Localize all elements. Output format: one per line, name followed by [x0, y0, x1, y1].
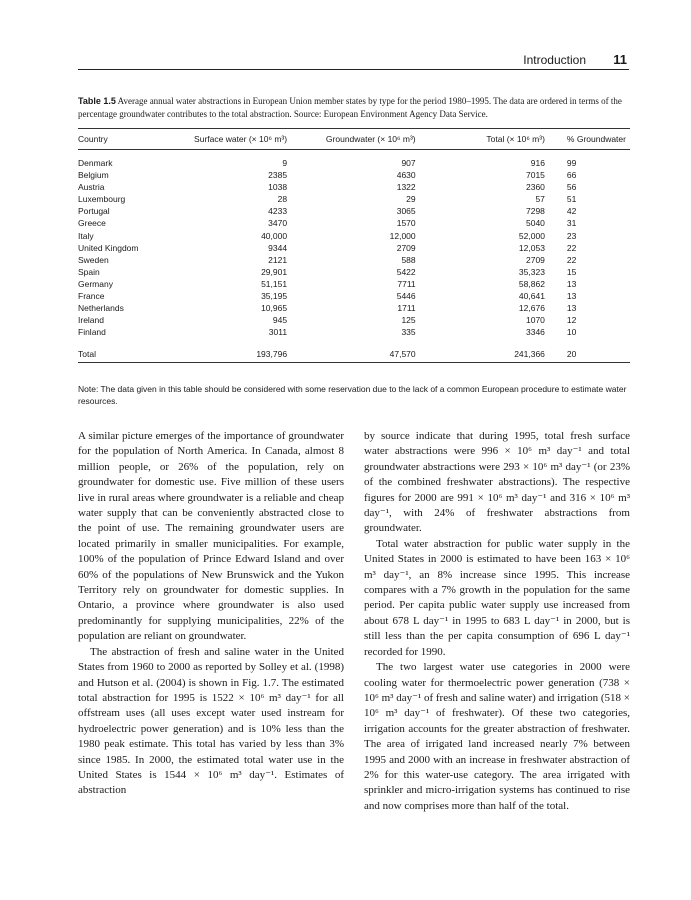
table-row — [78, 193, 630, 205]
cell-surface: 3470 — [268, 218, 288, 229]
cell-total: 2360 — [526, 182, 545, 193]
cell-total: 7015 — [526, 170, 545, 181]
cell-surface: 40,000 — [261, 230, 288, 241]
cell-country: Italy — [78, 230, 94, 241]
cell-pct: 51 — [566, 194, 577, 205]
cell-country: France — [78, 291, 105, 302]
cell-country: Denmark — [78, 158, 113, 168]
paragraph: The abstraction of fresh and saline water in the United States from 1960 to 2000 as reported by Solley et al. (1998) and Hutson et al. (2004) is shown in Fig. 1.7. The estimated total abstraction for 1995 is 1522 × 10⁶ m³ day⁻¹ for all offstream uses (all uses except water used instream for hydroelectric power generation) and is 10% less than the 1980 peak estimate. This total has varied by less than 3% since 1985. In 2000, the estimated total water use in the United States is 1544 × 10⁶ m³ day⁻¹. Estimates of abstraction — [78, 645, 344, 797]
cell-pct: 20 — [545, 345, 630, 363]
cell-ground: 1570 — [396, 218, 416, 229]
cell-pct: 13 — [566, 278, 577, 289]
cell-total: 57 — [535, 194, 545, 205]
cell-country: Germany — [78, 278, 113, 289]
cell-total: 12,053 — [518, 242, 545, 253]
cell-total: 241,366 — [416, 345, 545, 363]
cell-surface: 28 — [277, 194, 288, 205]
paragraph: The two largest water use categories in 2000 were cooling water for thermoelectric power generation (738 × 10⁶ m³ day⁻¹ of fresh and saline water) and irrigation (518 × 10⁶ m³ day⁻¹ of freshwater). Of these two categories, irrigation accounts for the greater abstraction of freshwater. The area of irrigated land increased nearly 7% between 1995 and 2000 with an increase in freshwater abstraction of 2% for this water-use category. The area irrigated with sprinkler and micro-irrigation systems has continued to rise and now comprises more than half of the total. — [364, 661, 630, 812]
cell-country: Total — [78, 345, 165, 363]
cell-total: 1070 — [526, 315, 545, 326]
cell-country: Belgium — [78, 170, 109, 181]
cell-country: Austria — [78, 182, 105, 193]
table-caption-text: Average annual water abstractions in European Union member states by type for the period 1980–1995. The data are ordered in terms of the percentage groundwater contributes to the total abstraction. Source: European Environment Agency Data Service. — [78, 96, 622, 119]
page-number: 11 — [613, 52, 627, 67]
cell-total: 5040 — [526, 218, 545, 229]
paragraph: by source indicate that during 1995, total fresh surface water abstractions were 996 × 10⁶ m³ day⁻¹ and total groundwater abstractions were 293 × 10⁶ m³ day⁻¹ (or 23% of the combined freshwater abstractions). The respective figures for 2000 are 991 × 10⁶ m³ day⁻¹ and 316 × 10⁶ m³ day⁻¹, with 24% of freshwater abstractions from groundwater. — [364, 430, 630, 535]
table-row — [78, 278, 630, 290]
cell-total: 35,323 — [518, 266, 545, 277]
table-total-row — [78, 345, 630, 363]
cell-ground: 7711 — [397, 278, 416, 289]
body-column-right — [364, 429, 630, 814]
cell-ground: 3065 — [396, 206, 416, 217]
cell-ground: 1322 — [396, 182, 416, 193]
cell-surface: 29,901 — [261, 266, 288, 277]
cell-country: Greece — [78, 218, 106, 229]
table-row — [78, 242, 630, 254]
cell-pct: 22 — [566, 254, 577, 265]
cell-ground: 29 — [406, 194, 416, 205]
table-caption — [78, 95, 630, 120]
cell-surface: 9344 — [268, 242, 288, 253]
cell-ground: 4630 — [396, 170, 416, 181]
table-row — [78, 266, 630, 278]
col-header-groundwater: Groundwater (× 10⁶ m³) — [287, 129, 416, 150]
table-row — [78, 314, 630, 326]
cell-country: Finland — [78, 327, 106, 338]
cell-pct: 13 — [566, 291, 577, 302]
cell-pct: 22 — [566, 242, 577, 253]
cell-country: Sweden — [78, 254, 109, 265]
body-column-left — [78, 429, 344, 799]
col-header-country: Country — [78, 129, 165, 150]
section-title: Introduction — [523, 53, 586, 67]
cell-surface: 9 — [282, 158, 288, 168]
table-row — [78, 181, 630, 193]
table-label: Table 1.5 — [78, 96, 116, 106]
water-abstraction-table — [78, 128, 630, 363]
cell-ground: 5446 — [396, 291, 416, 302]
cell-pct: 15 — [566, 266, 577, 277]
cell-total: 40,641 — [518, 291, 545, 302]
paragraph: A similar picture emerges of the importance of groundwater for the population of North America. In Canada, almost 8 million people, or 26% of the population, rely on groundwater for domestic use. Five million of these users live in rural areas where groundwater is a reliable and cheap water supply that can be conveniently abstracted close to the point of use. The remaining groundwater users are located primarily in smaller municipalities. For example, 100% of the population of Prince Edward Island and over 60% of the populations of New Brunswick and the Yukon Territory rely on groundwater for domestic supplies. In Ontario, a province where groundwater is also used predominantly for supplying municipalities, 22% of the population are reliant on groundwater. — [78, 430, 344, 643]
cell-country: Luxembourg — [78, 194, 126, 205]
cell-ground: 1711 — [397, 303, 416, 314]
running-header — [78, 51, 629, 70]
table-row — [78, 326, 630, 338]
cell-country: United Kingdom — [78, 242, 139, 253]
table-row — [78, 230, 630, 242]
cell-surface: 35,195 — [261, 291, 288, 302]
cell-total: 2709 — [526, 254, 545, 265]
table-row — [78, 290, 630, 302]
cell-surface: 2385 — [268, 170, 288, 181]
cell-surface: 2121 — [268, 254, 288, 265]
cell-surface: 4233 — [268, 206, 288, 217]
col-header-pct-groundwater: % Groundwater — [545, 129, 630, 150]
cell-pct: 13 — [566, 303, 577, 314]
cell-ground: 335 — [401, 327, 416, 338]
cell-total: 12,676 — [518, 303, 545, 314]
cell-total: 52,000 — [518, 230, 545, 241]
cell-country: Ireland — [78, 315, 104, 326]
cell-total: 7298 — [526, 206, 545, 217]
cell-pct: 66 — [566, 170, 577, 181]
cell-pct: 12 — [566, 315, 577, 326]
cell-ground: 12,000 — [389, 230, 416, 241]
col-header-surface: Surface water (× 10⁶ m³) — [165, 129, 287, 150]
table-note: Note: The data given in this table should be considered with some reservation due to the lack of a common European procedure to estimate water resources. — [78, 384, 627, 406]
cell-total: 58,862 — [518, 278, 545, 289]
cell-pct: 42 — [566, 206, 577, 217]
cell-pct: 10 — [566, 327, 577, 338]
cell-country: Spain — [78, 266, 100, 277]
cell-total: 916 — [530, 158, 545, 168]
table-row — [78, 302, 630, 314]
table-row — [78, 217, 630, 229]
table-body — [78, 150, 630, 363]
cell-ground: 47,570 — [287, 345, 416, 363]
cell-ground: 2709 — [396, 242, 416, 253]
cell-country: Netherlands — [78, 303, 124, 314]
cell-surface: 51,151 — [261, 278, 288, 289]
table-header-row — [78, 129, 630, 150]
table-row — [78, 254, 630, 266]
paragraph: Total water abstraction for public water supply in the United States in 2000 is estimated to have been 163 × 10⁶ m³ day⁻¹, an 8% increase since 1995. This increase compares with a 7% growth in the population for the same period. Per capita public water supply use increased from about 678 L day⁻¹ in 1995 to 683 L day⁻¹ in 2000, but is still less than the per capita consumption of 696 L day⁻¹ recorded for 1990. — [364, 537, 630, 658]
cell-ground: 907 — [401, 158, 416, 168]
table-row — [78, 169, 630, 181]
cell-pct: 56 — [566, 182, 577, 193]
cell-ground: 125 — [401, 315, 416, 326]
table-row — [78, 157, 630, 169]
cell-pct: 99 — [566, 158, 577, 168]
cell-ground: 588 — [401, 254, 416, 265]
table-row — [78, 205, 630, 217]
cell-pct: 31 — [566, 218, 577, 229]
cell-surface: 193,796 — [165, 345, 287, 363]
cell-country: Portugal — [78, 206, 110, 217]
cell-total: 3346 — [526, 327, 545, 338]
cell-surface: 10,965 — [261, 303, 288, 314]
cell-surface: 945 — [272, 315, 288, 326]
cell-surface: 3011 — [268, 327, 288, 338]
cell-pct: 23 — [566, 230, 577, 241]
cell-surface: 1038 — [268, 182, 288, 193]
col-header-total: Total (× 10⁶ m³) — [416, 129, 545, 150]
cell-ground: 5422 — [396, 266, 416, 277]
